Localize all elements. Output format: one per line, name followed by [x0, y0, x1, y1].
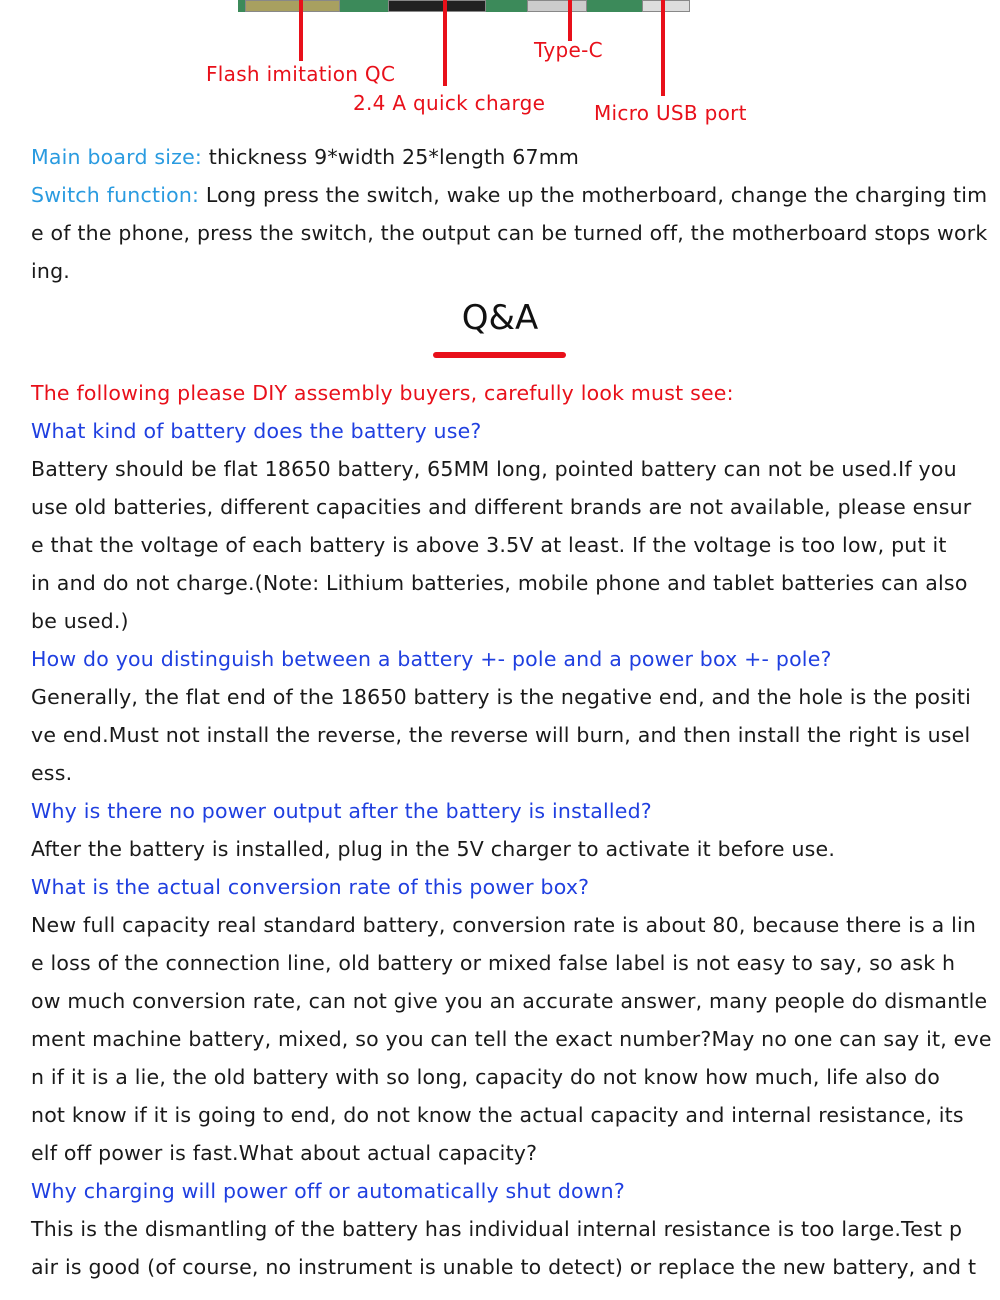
qa-answer-line: New full capacity real standard battery, conversion rate is about 80, because there is a lin [31, 913, 977, 937]
qa-question: What is the actual conversion rate of this power box? [31, 875, 590, 899]
qa-underline [433, 352, 566, 358]
label-type-c: Type-C [534, 38, 603, 62]
qa-answer-line: Generally, the flat end of the 18650 battery is the negative end, and the hole is the positi [31, 685, 972, 709]
qa-answer-line: not know if it is going to end, do not know the actual capacity and internal resistance, its [31, 1103, 964, 1127]
qa-answer-line: After the battery is installed, plug in the 5V charger to activate it before use. [31, 837, 836, 861]
qa-answer-line: in and do not charge.(Note: Lithium batteries, mobile phone and tablet batteries can also [31, 571, 968, 595]
switch-key: Switch function: [31, 183, 200, 207]
label-flash-qc: Flash imitation QC [206, 62, 396, 86]
qa-answer-line: air is good (of course, no instrument is unable to detect) or replace the new battery, and t [31, 1255, 977, 1279]
qa-answer-line: e loss of the connection line, old battery or mixed false label is not easy to say, so ask h [31, 951, 956, 975]
board-size-line [31, 138, 579, 176]
qa-question: How do you distinguish between a battery +- pole and a power box +- pole? [31, 647, 832, 671]
qa-question: What kind of battery does the battery use? [31, 419, 482, 443]
micro-usb-port [642, 0, 690, 12]
usb-port-24a [388, 0, 486, 12]
pointer-line-qc [299, 0, 303, 61]
qa-answer-line: use old batteries, different capacities and different brands are not available, please ensur [31, 495, 972, 519]
pointer-line-24a [443, 0, 447, 86]
qa-answer-line: ow much conversion rate, can not give you an accurate answer, many people do dismantle [31, 989, 988, 1013]
switch-text: e of the phone, press the switch, the output can be turned off, the motherboard stops work [31, 221, 988, 245]
qa-answer-line: ve end.Must not install the reverse, the reverse will burn, and then install the right is usel [31, 723, 971, 747]
qa-answer-line: elf off power is fast.What about actual capacity? [31, 1141, 538, 1165]
qa-answer-line: ment machine battery, mixed, so you can tell the exact number?May no one can say it, eve [31, 1027, 992, 1051]
qa-question: Why charging will power off or automatically shut down? [31, 1179, 625, 1203]
pointer-line-typec [568, 0, 572, 41]
pointer-line-microusb [661, 0, 665, 96]
qa-question: Why is there no power output after the battery is installed? [31, 799, 652, 823]
qa-heading: Q&A [461, 298, 539, 338]
qa-answer-line: Battery should be flat 18650 battery, 65MM long, pointed battery can not be used.If you [31, 457, 957, 481]
qa-answer-line: be used.) [31, 609, 129, 633]
qa-answer-line: e that the voltage of each battery is above 3.5V at least. If the voltage is too low, put it [31, 533, 947, 557]
qa-answer-line: ess. [31, 761, 73, 785]
switch-text: Long press the switch, wake up the motherboard, change the charging tim [199, 183, 988, 207]
type-c-port [527, 0, 587, 12]
board-size-key: Main board size: [31, 145, 203, 169]
qa-answer-line: This is the dismantling of the battery has individual internal resistance is too large.Test p [31, 1217, 963, 1241]
switch-line [31, 176, 987, 214]
switch-text: ing. [31, 259, 71, 283]
qa-notice: The following please DIY assembly buyers, carefully look must see: [31, 381, 734, 405]
label-micro-usb: Micro USB port [594, 101, 747, 125]
qa-answer-line: n if it is a lie, the old battery with so long, capacity do not know how much, life also do [31, 1065, 940, 1089]
usb-port-qc [245, 0, 340, 12]
board-size-value: thickness 9*width 25*length 67mm [202, 145, 580, 169]
label-quick-charge: 2.4 A quick charge [353, 91, 546, 115]
